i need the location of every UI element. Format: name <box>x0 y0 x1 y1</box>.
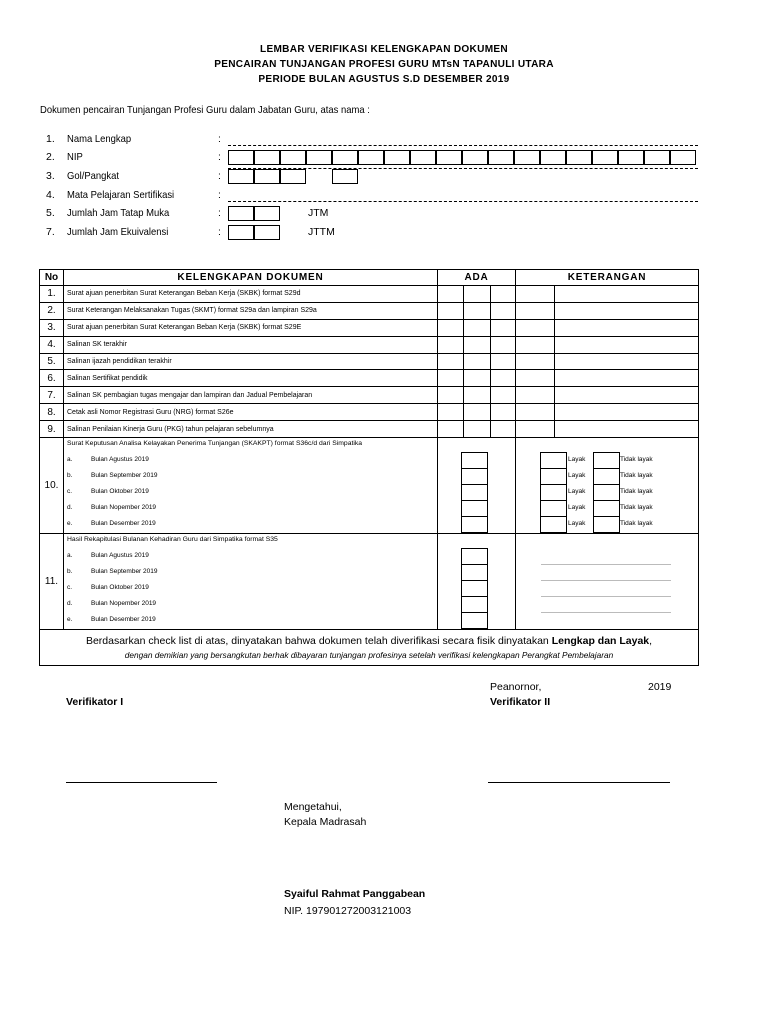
nip-digit-box[interactable] <box>592 150 618 165</box>
nip-digit-box[interactable] <box>254 150 280 165</box>
table-row <box>40 421 699 438</box>
jtm-box[interactable] <box>254 206 280 221</box>
field-label-jttm: Jumlah Jam Ekuivalensi <box>67 226 169 238</box>
ada-cell <box>438 302 516 319</box>
table-row <box>40 286 699 303</box>
keterangan-cell[interactable] <box>516 421 699 438</box>
document-name: Surat ajuan penerbitan Surat Keterangan Beban Kerja (SKBK) format S29d <box>64 286 438 303</box>
row-number: 9. <box>40 421 64 438</box>
ada-checkbox[interactable] <box>463 403 491 421</box>
statement-line1 <box>40 635 698 647</box>
document-name: Salinan Penilaian Kinerja Guru (PKG) tahun pelajaran sebelumnya <box>64 421 438 438</box>
nip-digit-box[interactable] <box>514 150 540 165</box>
item-month: Bulan Agustus 2019 <box>91 456 149 464</box>
header-title-line1: LEMBAR VERIFIKASI KELENGKAPAN DOKUMEN <box>260 43 508 55</box>
layak-label: Layak <box>568 456 586 464</box>
kepala-madrasah-label: Kepala Madrasah <box>284 816 367 828</box>
verification-statement <box>40 630 699 666</box>
tidak-layak-label: Tidak layak <box>620 504 653 512</box>
verifikator2-signature-line <box>488 782 670 783</box>
nip-digit-box[interactable] <box>410 150 436 165</box>
ada-checkbox[interactable] <box>463 302 491 320</box>
table-row <box>40 387 699 404</box>
field-label-nip: NIP <box>67 151 83 163</box>
ada-checkbox[interactable] <box>461 596 488 613</box>
row-number: 2. <box>40 302 64 319</box>
golongan-box[interactable] <box>228 169 254 184</box>
row-number: 5. <box>40 353 64 370</box>
nip-digit-box[interactable] <box>384 150 410 165</box>
ada-checkbox[interactable] <box>461 500 488 517</box>
item-month: Bulan Oktober 2019 <box>91 488 149 496</box>
keterangan-cell[interactable] <box>516 353 699 370</box>
table-row <box>40 319 699 336</box>
nip-digit-box[interactable] <box>540 150 566 165</box>
keterangan-cell[interactable] <box>516 404 699 421</box>
tidak-layak-label: Tidak layak <box>620 488 653 496</box>
field-number: 2. <box>46 151 55 163</box>
keterangan-cell[interactable] <box>516 370 699 387</box>
ada-cell <box>438 319 516 336</box>
column-header-keterangan: KETERANGAN <box>516 270 699 286</box>
statement-text: Berdasarkan check list di atas, dinyatakan bahwa dokumen telah diverifikasi secara fisik dinyatakan <box>85 635 552 648</box>
item-letter: a. <box>67 456 73 464</box>
statement-bold: Lengkap dan Layak <box>551 635 650 648</box>
nip-digit-box[interactable] <box>306 150 332 165</box>
document-name: Salinan Sertifikat pendidik <box>64 370 438 387</box>
item-month: Bulan Agustus 2019 <box>91 552 149 560</box>
tidak-layak-checkbox[interactable] <box>593 452 620 469</box>
item-month: Bulan Desember 2019 <box>91 520 156 528</box>
keterangan-note-line[interactable] <box>541 580 671 581</box>
keterangan-note-line[interactable] <box>541 596 671 597</box>
layak-label: Layak <box>568 504 586 512</box>
nip-digit-box[interactable] <box>644 150 670 165</box>
keterangan-divider <box>554 403 698 421</box>
ada-checkbox[interactable] <box>463 285 491 303</box>
item-month: Bulan Oktober 2019 <box>91 584 149 592</box>
field-colon: : <box>218 207 221 219</box>
document-name: Salinan SK pembagian tugas mengajar dan lampiran dan Jadual Pembelajaran <box>64 387 438 404</box>
item-letter: e. <box>67 616 73 624</box>
column-header-ada: ADA <box>438 270 516 286</box>
jtm-unit: JTM <box>308 207 329 219</box>
nip-digit-box[interactable] <box>488 150 514 165</box>
item-letter: b. <box>67 568 73 576</box>
keterangan-divider <box>554 285 698 303</box>
item-letter: d. <box>67 504 73 512</box>
ada-checkbox[interactable] <box>461 548 488 565</box>
ada-checkbox[interactable] <box>461 516 488 533</box>
table-row <box>40 336 699 353</box>
layak-checkbox[interactable] <box>540 452 567 469</box>
field-label-jtm: Jumlah Jam Tatap Muka <box>67 207 170 219</box>
head-name: Syaiful Rahmat Panggabean <box>284 888 426 900</box>
layak-checkbox[interactable] <box>540 516 567 533</box>
field-number: 3. <box>46 170 55 182</box>
field-label-name: Nama Lengkap <box>67 133 132 145</box>
golongan-box[interactable] <box>280 169 306 184</box>
jttm-unit: JTTM <box>308 226 335 238</box>
ada-cell <box>438 387 516 404</box>
row-number: 4. <box>40 336 64 353</box>
ada-checkbox[interactable] <box>463 386 491 404</box>
keterangan-divider <box>554 319 698 337</box>
layak-checkbox[interactable] <box>540 500 567 517</box>
ada-cell <box>438 286 516 303</box>
layak-label: Layak <box>568 488 586 496</box>
column-header-no: No <box>40 270 64 286</box>
item-month: Bulan September 2019 <box>91 472 158 480</box>
field-colon: : <box>218 170 221 182</box>
mapel-input-line[interactable] <box>228 201 698 202</box>
keterangan-note-line[interactable] <box>541 612 671 613</box>
table-row <box>40 353 699 370</box>
item-month: Bulan Desember 2019 <box>91 616 156 624</box>
signing-year: 2019 <box>648 681 672 693</box>
ada-checkbox[interactable] <box>463 319 491 337</box>
keterangan-divider <box>554 386 698 404</box>
ada-checkbox[interactable] <box>461 484 488 501</box>
item-letter: c. <box>67 488 73 496</box>
field-number: 5. <box>46 207 55 219</box>
row-number: 11. <box>40 534 64 630</box>
item-letter: d. <box>67 600 73 608</box>
item-month: Bulan September 2019 <box>91 568 158 576</box>
document-name: Surat Keterangan Melaksanakan Tugas (SKMT) format S29a dan lampiran S29a <box>64 302 438 319</box>
item-letter: c. <box>67 584 73 592</box>
nip-digit-box[interactable] <box>618 150 644 165</box>
tidak-layak-checkbox[interactable] <box>593 516 620 533</box>
row11-ada-cell <box>438 534 516 630</box>
ada-cell <box>438 336 516 353</box>
field-colon: : <box>218 226 221 238</box>
verifikator1-signature-line <box>66 782 217 783</box>
statement-line2: dengan demikian yang bersangkutan berhak dibayaran tunjangan profesinya setelah verifikasi kelengkapan Perangkat Pembelajaran <box>124 650 614 661</box>
keterangan-divider <box>554 353 698 371</box>
layak-label: Layak <box>568 472 586 480</box>
field-label-golongan: Gol/Pangkat <box>67 170 120 182</box>
tidak-layak-checkbox[interactable] <box>593 500 620 517</box>
item-letter: b. <box>67 472 73 480</box>
ada-cell <box>438 370 516 387</box>
jtm-box[interactable] <box>228 206 254 221</box>
row-number: 1. <box>40 286 64 303</box>
signing-place: Peanornor, <box>490 681 542 693</box>
tidak-layak-checkbox[interactable] <box>593 468 620 485</box>
intro-text: Dokumen pencairan Tunjangan Profesi Guru dalam Jabatan Guru, atas nama : <box>40 104 370 116</box>
keterangan-divider <box>554 420 698 438</box>
statement-end: , <box>649 635 653 648</box>
keterangan-note-line[interactable] <box>541 564 671 565</box>
name-input-line[interactable] <box>228 145 698 146</box>
jttm-box[interactable] <box>228 225 254 240</box>
field-colon: : <box>218 151 221 163</box>
table-row <box>40 302 699 319</box>
field-number: 4. <box>46 189 55 201</box>
keterangan-divider <box>554 336 698 354</box>
nip-digit-box[interactable] <box>228 150 254 165</box>
item-month: Bulan Nopember 2019 <box>91 600 157 608</box>
golongan-box[interactable] <box>254 169 280 184</box>
tidak-layak-label: Tidak layak <box>620 456 653 464</box>
document-name: Cetak asli Nomor Registrasi Guru (NRG) format S26e <box>64 404 438 421</box>
layak-checkbox[interactable] <box>540 484 567 501</box>
row-number: 8. <box>40 404 64 421</box>
document-name: Salinan ijazah pendidikan terakhir <box>64 353 438 370</box>
ada-cell <box>438 353 516 370</box>
row10-title: Surat Keputusan Analisa Kelayakan Penerima Tunjangan (SKAKPT) format S36c/d dari Simpatika <box>67 440 363 448</box>
tidak-layak-label: Tidak layak <box>620 520 653 528</box>
ada-checkbox[interactable] <box>461 580 488 597</box>
ada-checkbox[interactable] <box>463 336 491 354</box>
row-number: 10. <box>40 438 64 534</box>
tidak-layak-label: Tidak layak <box>620 472 653 480</box>
row-number: 7. <box>40 387 64 404</box>
ada-cell <box>438 404 516 421</box>
nip-digit-box[interactable] <box>436 150 462 165</box>
jttm-box[interactable] <box>254 225 280 240</box>
keterangan-cell[interactable] <box>516 336 699 353</box>
ada-checkbox[interactable] <box>461 452 488 469</box>
nip-digit-box[interactable] <box>670 150 696 165</box>
row10-keterangan-cell <box>516 438 699 534</box>
keterangan-cell[interactable] <box>516 319 699 336</box>
field-number: 1. <box>46 133 55 145</box>
item-letter: e. <box>67 520 73 528</box>
row11-title: Hasil Rekapitulasi Bulanan Kehadiran Guru dari Simpatika format S35 <box>67 536 278 544</box>
verifikator2-label: Verifikator II <box>490 696 551 708</box>
verifikator1-label: Verifikator I <box>66 696 124 708</box>
nip-digit-box[interactable] <box>358 150 384 165</box>
row-number: 3. <box>40 319 64 336</box>
header-title-line3: PERIODE BULAN AGUSTUS S.D DESEMBER 2019 <box>258 73 510 85</box>
nip-digit-box[interactable] <box>332 150 358 165</box>
mengetahui-label: Mengetahui, <box>284 801 342 813</box>
keterangan-divider <box>554 369 698 387</box>
field-label-mapel: Mata Pelajaran Sertifikasi <box>67 189 175 201</box>
ada-checkbox[interactable] <box>461 468 488 485</box>
row10-ada-cell <box>438 438 516 534</box>
field-colon: : <box>218 189 221 201</box>
ada-checkbox[interactable] <box>463 420 491 438</box>
row-number: 6. <box>40 370 64 387</box>
ada-checkbox[interactable] <box>463 369 491 387</box>
row10-document-cell <box>64 438 438 534</box>
field-number: 7. <box>46 226 55 238</box>
table-row <box>40 370 699 387</box>
header-title-line2: PENCAIRAN TUNJANGAN PROFESI GURU MTsN TAPANULI UTARA <box>214 58 554 70</box>
layak-checkbox[interactable] <box>540 468 567 485</box>
field-colon: : <box>218 133 221 145</box>
keterangan-divider <box>554 302 698 320</box>
document-name: Salinan SK terakhir <box>64 336 438 353</box>
verification-table <box>39 269 699 666</box>
keterangan-cell[interactable] <box>516 387 699 404</box>
head-nip: NIP. 197901272003121003 <box>284 905 412 917</box>
ada-cell <box>438 421 516 438</box>
ada-checkbox[interactable] <box>463 353 491 371</box>
item-month: Bulan Nopember 2019 <box>91 504 157 512</box>
column-header-document: KELENGKAPAN DOKUMEN <box>64 270 438 286</box>
layak-label: Layak <box>568 520 586 528</box>
item-letter: a. <box>67 552 73 560</box>
ada-checkbox[interactable] <box>461 564 488 581</box>
keterangan-cell[interactable] <box>516 286 699 303</box>
tidak-layak-checkbox[interactable] <box>593 484 620 501</box>
row11-document-cell <box>64 534 438 630</box>
table-row <box>40 404 699 421</box>
row11-keterangan-cell <box>516 534 699 630</box>
keterangan-cell[interactable] <box>516 302 699 319</box>
ada-checkbox[interactable] <box>461 612 488 629</box>
nip-digit-box[interactable] <box>566 150 592 165</box>
golongan-box[interactable] <box>332 169 358 184</box>
nip-digit-box[interactable] <box>280 150 306 165</box>
nip-digit-box[interactable] <box>462 150 488 165</box>
document-name: Surat ajuan penerbitan Surat Keterangan Beban Kerja (SKBK) format S29E <box>64 319 438 336</box>
